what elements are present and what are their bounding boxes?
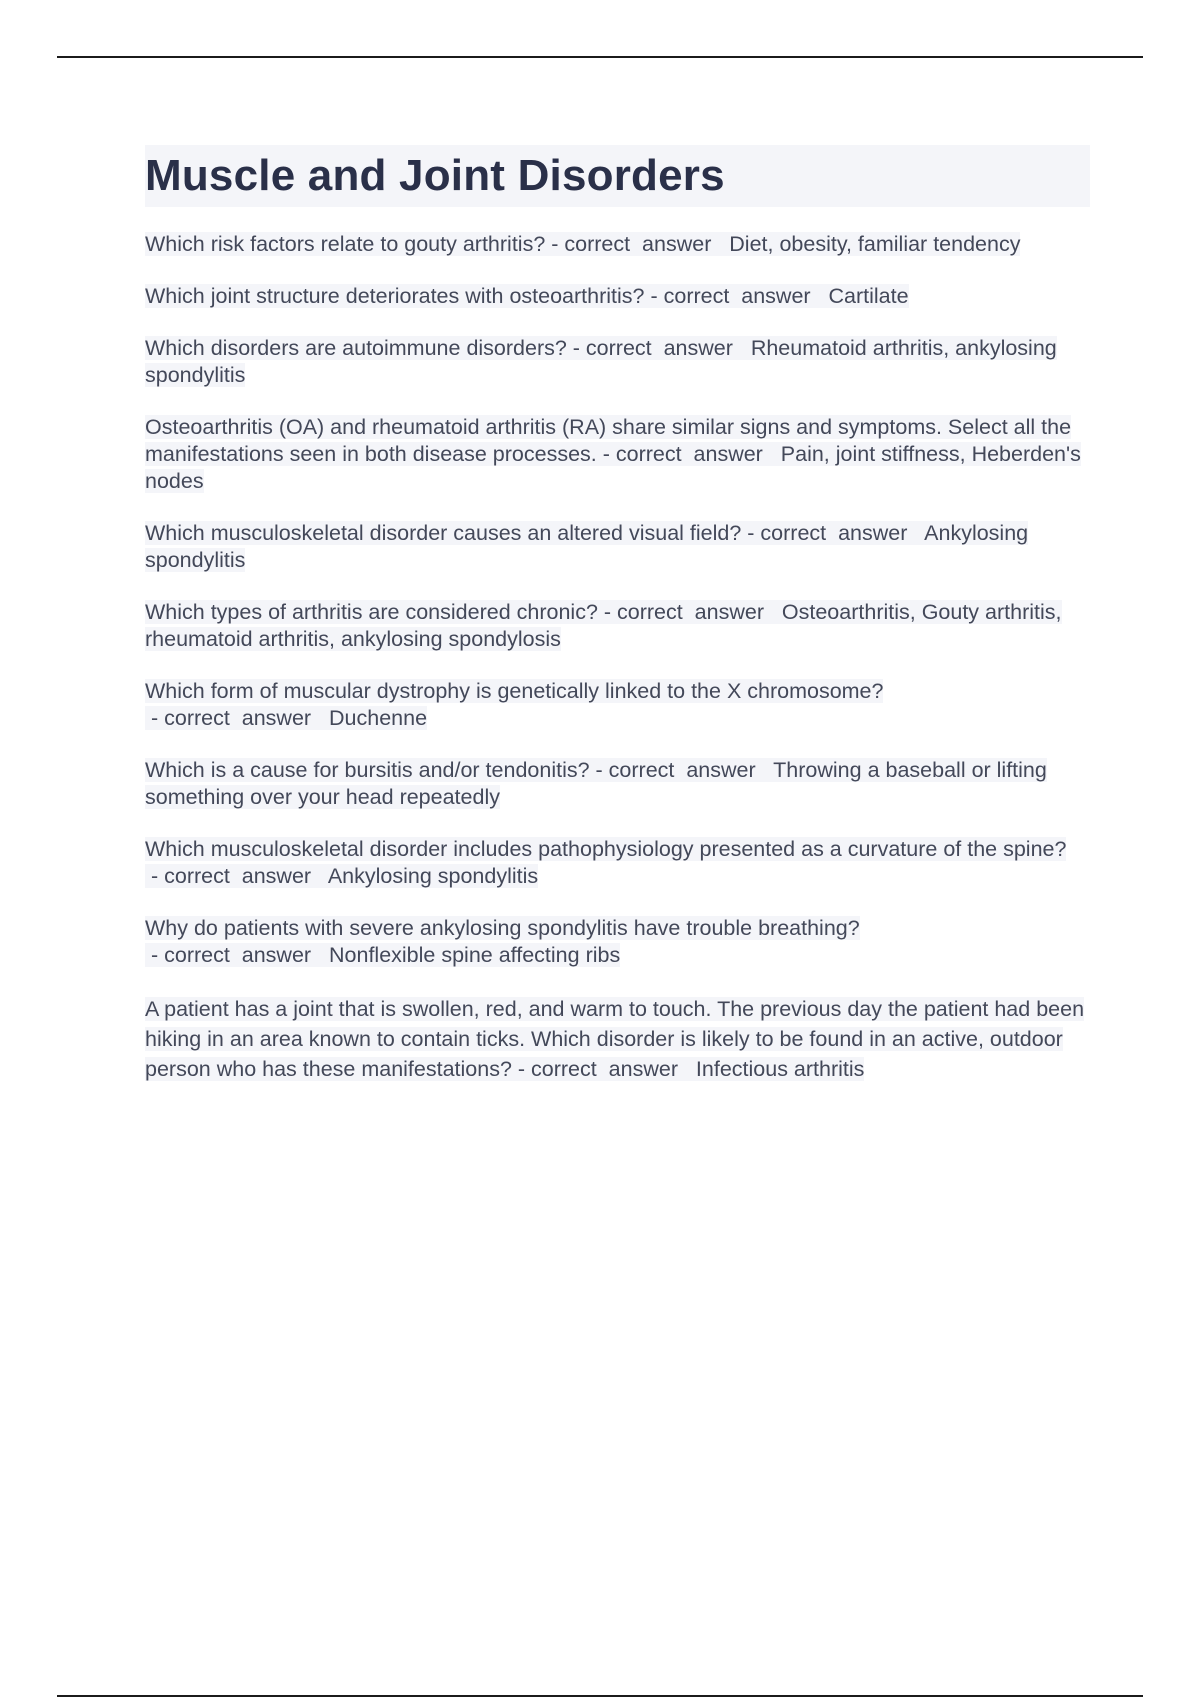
question-text: Which risk factors relate to gouty arthritis? [145, 232, 546, 256]
list-item [145, 994, 1090, 1084]
document-body [145, 145, 1090, 1109]
list-item [145, 678, 1090, 732]
list-item [145, 757, 1090, 811]
answer-text: Infectious arthritis [695, 1057, 865, 1081]
question-text: Which musculoskeletal disorder causes an altered visual field? [145, 521, 742, 545]
qa-list [145, 231, 1090, 1084]
page-title: Muscle and Joint Disorders [145, 151, 725, 200]
question-text: Which disorders are autoimmune disorders? [145, 336, 567, 360]
separator-text: - correct answer [511, 1057, 696, 1081]
question-text: Osteoarthritis (OA) and rheumatoid arthritis (RA) share similar signs and symptoms. Select all the manifestations seen in both disease processes. [145, 415, 1072, 466]
separator-text: - correct answer [741, 521, 925, 545]
list-item [145, 836, 1090, 890]
answer-text: Diet, obesity, familiar tendency [729, 232, 1021, 256]
answer-text: Pain, joint stiffness, Heberden's nodes [145, 442, 1081, 493]
list-item [145, 520, 1090, 574]
list-item [145, 414, 1090, 495]
question-text: Which musculoskeletal disorder includes pathophysiology presented as a curvature of the spine? [145, 837, 1067, 861]
separator-text: - correct answer [545, 232, 730, 256]
answer-text: Osteoarthritis, Gouty arthritis, rheumatoid arthritis, ankylosing spondylosis [145, 600, 1062, 651]
answer-text: Nonflexible spine affecting ribs [329, 943, 621, 967]
list-item [145, 599, 1090, 653]
separator-text: - correct answer [596, 442, 781, 466]
separator-text: - correct answer [145, 706, 329, 730]
question-text: Which joint structure deteriorates with osteoarthritis? [145, 284, 645, 308]
question-text: Which types of arthritis are considered chronic? [145, 600, 598, 624]
answer-text: Throwing a baseball or lifting something over your head repeatedly [145, 758, 1047, 809]
separator-text: - correct answer [145, 864, 328, 888]
answer-text: Ankylosing spondylitis [145, 521, 1029, 572]
question-text: Which form of muscular dystrophy is genetically linked to the X chromosome? [145, 679, 884, 703]
title-block [145, 145, 1090, 207]
separator-text: - correct answer [589, 758, 774, 782]
separator-text: - correct answer [597, 600, 782, 624]
top-rule [57, 56, 1143, 58]
list-item [145, 335, 1090, 389]
separator-text: - correct answer [145, 943, 329, 967]
separator-text: - correct answer [566, 336, 751, 360]
list-item [145, 283, 1090, 310]
answer-text: Rheumatoid arthritis, ankylosing spondylitis [145, 336, 1057, 387]
question-text: Why do patients with severe ankylosing spondylitis have trouble breathing? [145, 916, 860, 940]
answer-text: Ankylosing spondylitis [327, 864, 539, 888]
bottom-rule [57, 1695, 1143, 1697]
list-item [145, 915, 1090, 969]
answer-text: Duchenne [329, 706, 428, 730]
question-text: A patient has a joint that is swollen, red, and warm to touch. The previous day the patient had been hiking in an area known to contain ticks. Which disorder is likely to be found in an active, outdoor person who has these manifestations? [145, 997, 1085, 1081]
separator-text: - correct answer [644, 284, 829, 308]
question-text: Which is a cause for bursitis and/or tendonitis? [145, 758, 590, 782]
answer-text: Cartilate [828, 284, 909, 308]
list-item [145, 231, 1090, 258]
